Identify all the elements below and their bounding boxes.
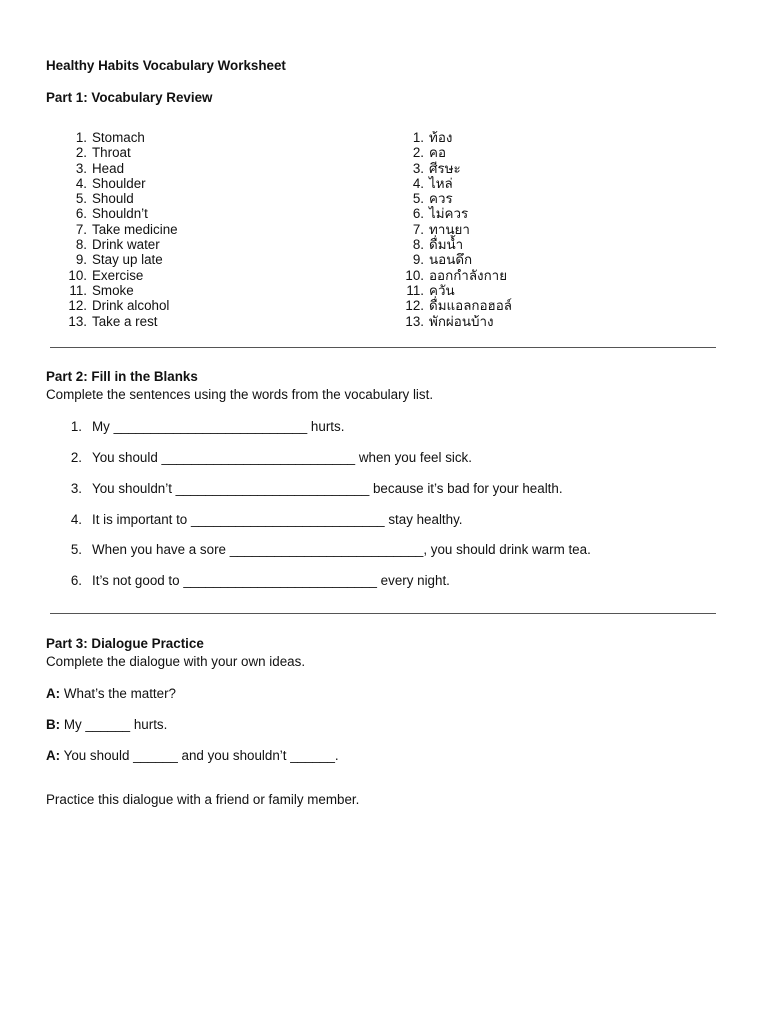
section-divider bbox=[50, 347, 716, 348]
vocab-number: 8. bbox=[75, 237, 87, 253]
vocab-item bbox=[400, 252, 512, 267]
item-sentence: You shouldn’t __________________________ because it’s bad for your health. bbox=[92, 481, 563, 496]
vocab-item bbox=[400, 206, 512, 221]
vocab-item bbox=[63, 298, 178, 313]
vocab-number: 3. bbox=[75, 160, 87, 176]
vocab-item bbox=[400, 130, 512, 145]
vocab-number: 12. bbox=[405, 298, 424, 314]
item-number: 2. bbox=[70, 450, 82, 465]
vocab-word: พักผ่อนบ้าง bbox=[429, 313, 494, 329]
vocab-item bbox=[400, 161, 512, 176]
vocab-number: 3. bbox=[412, 160, 424, 176]
fill-blank-item bbox=[46, 542, 591, 557]
vocab-word: Drink alcohol bbox=[92, 298, 170, 314]
vocab-word: ออกกำลังกาย bbox=[429, 267, 508, 283]
fill-blank-item bbox=[46, 419, 344, 434]
vocab-word: ควร bbox=[429, 191, 453, 207]
part2-instruction: Complete the sentences using the words from the vocabulary list. bbox=[46, 387, 434, 402]
dialogue-text: What’s the matter? bbox=[60, 686, 176, 701]
vocab-number: 13. bbox=[405, 313, 424, 329]
vocab-word: ควัน bbox=[429, 282, 455, 298]
vocab-item bbox=[400, 314, 512, 329]
vocab-word: ดื่มน้ำ bbox=[429, 237, 464, 253]
dialogue-line bbox=[46, 748, 339, 763]
speaker-label: A: bbox=[46, 748, 61, 763]
fill-blank-item bbox=[46, 573, 450, 588]
vocab-item bbox=[400, 298, 512, 313]
vocab-number: 11. bbox=[69, 282, 87, 298]
vocab-item bbox=[400, 222, 512, 237]
vocab-number: 5. bbox=[75, 191, 87, 207]
vocab-item bbox=[63, 130, 178, 145]
vocab-word: Exercise bbox=[92, 267, 144, 283]
vocab-number: 4. bbox=[75, 175, 87, 191]
vocab-item bbox=[400, 283, 512, 298]
speaker-label: A: bbox=[46, 686, 61, 701]
vocab-number: 2. bbox=[75, 145, 87, 161]
vocab-item bbox=[63, 314, 178, 329]
vocab-number: 8. bbox=[412, 237, 424, 253]
vocab-item bbox=[63, 176, 178, 191]
page-title: Healthy Habits Vocabulary Worksheet bbox=[46, 58, 286, 73]
vocab-number: 12. bbox=[68, 298, 87, 314]
item-number: 1. bbox=[70, 419, 82, 434]
vocab-list-english bbox=[63, 130, 178, 329]
vocab-number: 1. bbox=[75, 130, 87, 145]
vocab-word: Take medicine bbox=[92, 221, 178, 237]
item-number: 4. bbox=[70, 512, 82, 527]
vocab-number: 11. bbox=[406, 282, 424, 298]
vocab-word: ทานยา bbox=[429, 221, 470, 237]
vocab-item bbox=[63, 145, 178, 160]
vocab-list-thai bbox=[400, 130, 512, 329]
item-sentence: It’s not good to __________________________ every night. bbox=[92, 573, 450, 588]
vocab-number: 6. bbox=[75, 206, 87, 222]
vocab-word: Shoulder bbox=[92, 175, 146, 191]
vocab-item bbox=[400, 237, 512, 252]
vocab-word: Should bbox=[92, 191, 134, 207]
dialogue-line bbox=[46, 717, 167, 732]
speaker-label: B: bbox=[46, 717, 61, 732]
fill-blank-item bbox=[46, 450, 472, 465]
vocab-item bbox=[63, 191, 178, 206]
vocab-word: Smoke bbox=[92, 282, 134, 298]
closing-note: Practice this dialogue with a friend or family member. bbox=[46, 792, 360, 807]
vocab-word: ดื่มแอลกอฮอล์ bbox=[429, 298, 512, 314]
part3-instruction: Complete the dialogue with your own ideas. bbox=[46, 654, 306, 669]
dialogue-text: You should ______ and you shouldn’t ______. bbox=[60, 748, 339, 763]
part1-heading: Part 1: Vocabulary Review bbox=[46, 90, 213, 105]
vocab-word: ไม่ควร bbox=[429, 206, 469, 222]
vocab-item bbox=[63, 161, 178, 176]
vocab-item bbox=[400, 145, 512, 160]
vocab-word: คอ bbox=[429, 145, 446, 161]
item-sentence: When you have a sore __________________________, you should drink warm tea. bbox=[92, 542, 591, 557]
vocab-word: ศีรษะ bbox=[429, 160, 461, 176]
vocab-word: ไหล่ bbox=[429, 175, 453, 191]
vocab-item bbox=[63, 222, 178, 237]
vocab-item bbox=[63, 283, 178, 298]
item-number: 5. bbox=[70, 542, 82, 557]
dialogue-text: My ______ hurts. bbox=[60, 717, 168, 732]
vocab-word: Shouldn’t bbox=[92, 206, 148, 222]
vocab-number: 2. bbox=[412, 145, 424, 161]
vocab-item bbox=[400, 176, 512, 191]
vocab-number: 10. bbox=[405, 267, 424, 283]
part3-heading: Part 3: Dialogue Practice bbox=[46, 636, 204, 651]
vocab-number: 13. bbox=[68, 313, 87, 329]
vocab-word: Drink water bbox=[92, 237, 160, 253]
vocab-item bbox=[63, 268, 178, 283]
vocab-number: 1. bbox=[412, 130, 424, 145]
vocab-item bbox=[400, 268, 512, 283]
vocab-item bbox=[63, 237, 178, 252]
vocab-number: 9. bbox=[75, 252, 87, 268]
vocab-number: 9. bbox=[412, 252, 424, 268]
item-sentence: My __________________________ hurts. bbox=[92, 419, 345, 434]
vocab-number: 7. bbox=[75, 221, 87, 237]
vocab-word: Head bbox=[92, 160, 125, 176]
section-divider bbox=[50, 613, 716, 614]
vocab-number: 6. bbox=[412, 206, 424, 222]
vocab-word: Throat bbox=[92, 145, 131, 161]
vocab-item bbox=[63, 252, 178, 267]
item-number: 3. bbox=[70, 481, 82, 496]
dialogue-line bbox=[46, 686, 176, 701]
item-sentence: It is important to __________________________ stay healthy. bbox=[92, 512, 463, 527]
fill-blank-item bbox=[46, 481, 563, 496]
vocab-number: 10. bbox=[68, 267, 87, 283]
vocab-word: Stomach bbox=[92, 130, 145, 145]
item-sentence: You should __________________________ when you feel sick. bbox=[92, 450, 472, 465]
vocab-number: 5. bbox=[412, 191, 424, 207]
vocab-number: 4. bbox=[412, 175, 424, 191]
vocab-word: นอนดึก bbox=[429, 252, 473, 268]
part2-heading: Part 2: Fill in the Blanks bbox=[46, 369, 198, 384]
vocab-word: Stay up late bbox=[92, 252, 163, 268]
item-number: 6. bbox=[70, 573, 82, 588]
vocab-word: ท้อง bbox=[429, 130, 453, 145]
fill-blank-item bbox=[46, 512, 463, 527]
vocab-word: Take a rest bbox=[92, 313, 158, 329]
vocab-number: 7. bbox=[412, 221, 424, 237]
vocab-item bbox=[63, 206, 178, 221]
vocab-item bbox=[400, 191, 512, 206]
